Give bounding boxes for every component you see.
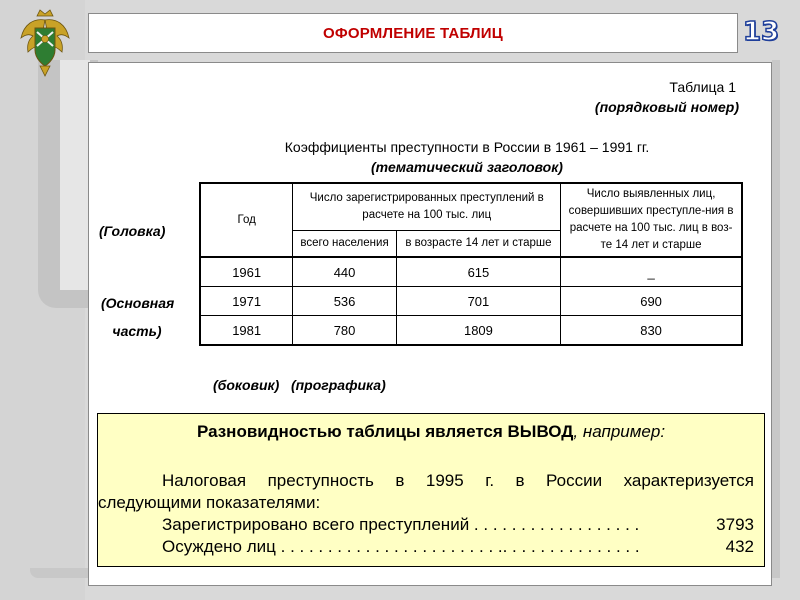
stub-label: (боковик) xyxy=(213,377,280,393)
cell-year: 1971 xyxy=(200,287,293,316)
cell-age14: 1809 xyxy=(396,316,560,346)
cell-identified: 830 xyxy=(561,316,742,346)
item-value: 432 xyxy=(725,537,754,556)
body-label-line2: часть) xyxy=(112,323,162,339)
right-decorative-bar xyxy=(772,60,780,570)
slide-number: 13 xyxy=(742,17,780,47)
conclusion-item-convicted xyxy=(162,536,754,558)
cell-identified: 690 xyxy=(561,287,742,316)
cell-age14: 615 xyxy=(396,257,560,287)
table-caption-note: (тематический заголовок) xyxy=(371,159,563,175)
decorative-panel-highlight xyxy=(60,60,90,290)
col-registered-header: Число зарегистрированных преступлений в расчете на 100 тыс. лиц xyxy=(293,183,561,230)
item-dots: . . . . . . . . . . . . . . . . . . xyxy=(473,515,640,534)
table-caption: Коэффициенты преступности в России в 1961 – 1991 гг. xyxy=(284,139,650,155)
item-label: Осуждено лиц xyxy=(162,537,276,556)
col-year-header: Год xyxy=(200,183,293,257)
item-value: 3793 xyxy=(716,515,754,534)
slide-title: ОФОРМЛЕНИЕ ТАБЛИЦ xyxy=(323,24,503,42)
emblem-logo xyxy=(18,8,72,80)
word: Налоговая xyxy=(162,471,247,490)
word: России xyxy=(546,471,603,490)
conclusion-paragraph-line2: следующими показателями: xyxy=(98,493,321,512)
content-panel xyxy=(88,62,772,586)
item-label: Зарегистрировано всего преступлений xyxy=(162,515,470,534)
cell-total: 536 xyxy=(293,287,396,316)
conclusion-heading-start: Разновидностью таблицы является xyxy=(196,422,503,441)
word: преступность xyxy=(267,471,374,490)
cell-total: 440 xyxy=(293,257,396,287)
conclusion-paragraph-line1 xyxy=(162,470,754,492)
table-row xyxy=(200,257,742,287)
item-dots: . . . . . . . . . . . . . . . . . . . . . . . .. . . . . . . . . . . . . . . xyxy=(280,537,640,556)
cell-age14: 701 xyxy=(396,287,560,316)
word: 1995 xyxy=(425,471,464,490)
word: характеризуется xyxy=(623,471,754,490)
crime-rate-table xyxy=(199,182,743,346)
cell-total: 780 xyxy=(293,316,396,346)
conclusion-box xyxy=(97,413,765,567)
conclusion-item-registered xyxy=(162,514,754,536)
col-identified-header: Число выявленных лиц, совершивших преступле-ния в расчете на 100 тыс. лиц в воз-те 14 лет и старше xyxy=(561,183,742,257)
conclusion-heading-keyword: ВЫВОД xyxy=(507,422,574,441)
cell-year: 1961 xyxy=(200,257,293,287)
word: в xyxy=(515,471,525,490)
col-age14-header: в возрасте 14 лет и старше xyxy=(396,230,560,257)
table-row xyxy=(200,316,742,346)
word: в xyxy=(395,471,405,490)
table-row xyxy=(200,287,742,316)
cell-year: 1981 xyxy=(200,316,293,346)
conclusion-heading xyxy=(98,422,764,442)
table-number-label: Таблица 1 xyxy=(669,79,736,95)
prografika-label: (прографика) xyxy=(290,377,386,393)
body-label-line1: (Основная xyxy=(101,295,175,311)
table-number-note: (порядковый номер) xyxy=(594,99,739,115)
conclusion-heading-end: , например: xyxy=(573,422,666,441)
conclusion-body xyxy=(98,470,754,558)
word: г. xyxy=(485,471,495,490)
stub-prografika-labels xyxy=(213,377,386,393)
head-label: (Головка) xyxy=(99,223,166,239)
cell-identified: _ xyxy=(561,257,742,287)
slide-title-box xyxy=(88,13,738,53)
col-total-header: всего населения xyxy=(293,230,396,257)
